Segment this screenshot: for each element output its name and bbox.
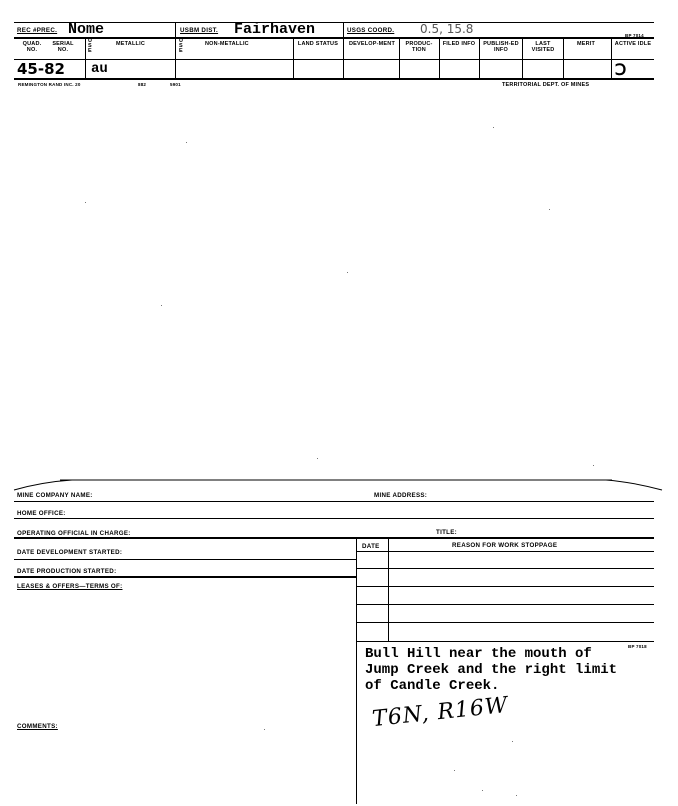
department-name: TERRITORIAL DEPT. OF MINES [502,82,590,88]
rec-prec-label: REC #PREC. [17,27,58,34]
col-land-status: LAND STATUS [297,41,339,47]
location-line-1: Bull Hill near the mouth of [365,646,592,662]
usgs-coord-label: USGS COORD. [347,27,395,34]
home-office-label: HOME OFFICE: [17,510,66,517]
col-quad-no: QUAD. NO. [22,41,42,53]
col-non-metallic: NON-METALLIC [205,41,249,47]
printer-code-2: 5901 [170,82,181,87]
operating-official-label: OPERATING OFFICIAL IN CHARGE: [17,530,131,537]
col-published-info: PUBLISH-ED INFO [483,41,519,53]
col-filed-info: FILED INFO [442,41,476,47]
mine-company-name-label: MINE COMPANY NAME: [17,492,93,499]
form-number: BP 7014 [625,33,644,38]
date-column-header: DATE [362,543,380,550]
col-production: PRODUC-TION [405,41,433,53]
usgs-coord-value: 0.5, 15.8 [420,22,474,36]
reason-column-header: REASON FOR WORK STOPPAGE [452,542,558,549]
metallic-value: au [91,61,108,77]
mine-address-label: MINE ADDRESS: [374,492,428,499]
col-serial-no: SERIAL NO. [52,41,74,53]
usbm-dist-label: USBM DIST. [180,27,219,34]
col-active-idle: ACTIVE IDLE [614,41,652,47]
col-use-b: U S E [179,38,184,54]
handwritten-township: T6N, R16W [371,692,510,733]
col-metallic: METALLIC [116,41,145,47]
active-idle-mark: Ↄ [615,62,627,79]
form-top-rule [12,476,668,496]
location-line-3: of Candle Creek. [365,678,500,694]
usbm-dist-value: Fairhaven [234,21,316,38]
comments-label: COMMENTS: [17,723,58,730]
col-use-a: U S E [88,38,93,54]
printer-mark: REMINGTON RAND INC. 20 [18,82,81,87]
rec-prec-value: Nome [68,21,105,38]
title-label: TITLE: [436,529,458,536]
location-line-2: Jump Creek and the right limit [365,662,618,678]
form-number-2: BP 7018 [628,644,647,649]
col-development: DEVELOP-MENT [348,41,396,47]
date-development-started-label: DATE DEVELOPMENT STARTED: [17,549,123,556]
printer-code-1: 882 [138,82,147,87]
quad-serial-value: 45-82 [17,60,65,78]
date-production-started-label: DATE PRODUCTION STARTED: [17,568,117,575]
col-merit: MERIT [576,41,596,47]
col-last-visited: LAST VISITED [531,41,555,53]
leases-offers-label: LEASES & OFFERS—TERMS OF: [17,583,123,590]
